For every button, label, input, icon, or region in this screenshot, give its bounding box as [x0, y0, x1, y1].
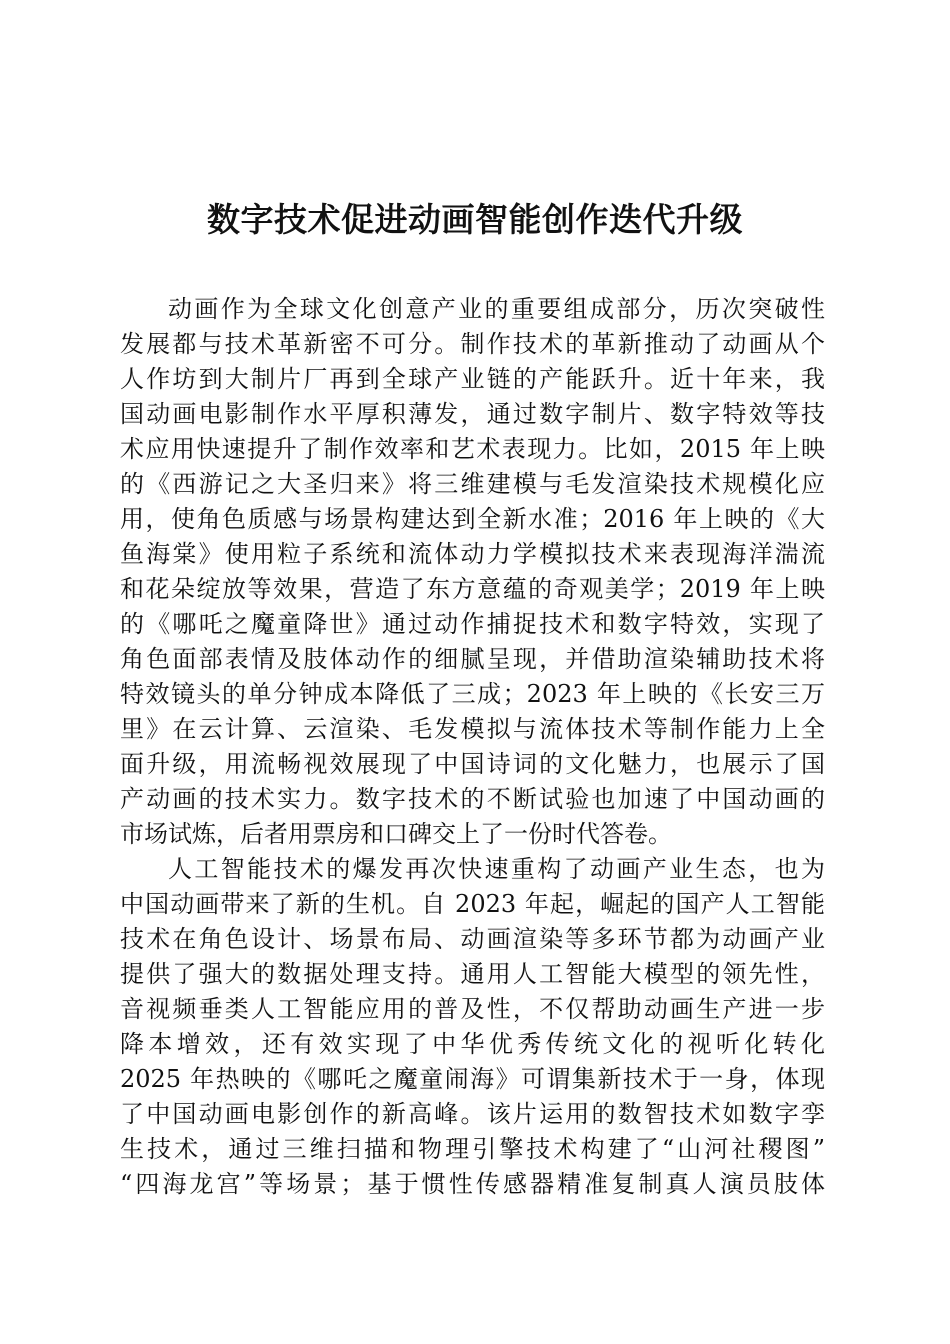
text-line: 生技术，通过三维扫描和物理引擎技术构建了“山河社稷图” [120, 1135, 825, 1163]
text-line: 人作坊到大制片厂再到全球产业链的产能跃升。近十年来，我 [120, 365, 825, 393]
paragraph-1 [120, 292, 825, 852]
text-line: 里》在云计算、云渲染、毛发模拟与流体技术等制作能力上全 [120, 715, 825, 743]
text-line: 术应用快速提升了制作效率和艺术表现力。比如，2015 年上映 [120, 435, 825, 463]
text-line: 音视频垂类人工智能应用的普及性，不仅帮助动画生产进一步 [120, 995, 825, 1023]
text-line: 产动画的技术实力。数字技术的不断试验也加速了中国动画的 [120, 785, 825, 813]
text-line: 人工智能技术的爆发再次快速重构了动画产业生态，也为 [168, 855, 825, 883]
text-line: 角色面部表情及肢体动作的细腻呈现，并借助渲染辅助技术将 [120, 645, 825, 673]
text-line: 国动画电影制作水平厚积薄发，通过数字制片、数字特效等技 [120, 400, 825, 428]
text-line: 用，使角色质感与场景构建达到全新水准；2016 年上映的《大 [120, 505, 825, 533]
document-title: 数字技术促进动画智能创作迭代升级 [207, 200, 743, 239]
text-line: 面升级，用流畅视效展现了中国诗词的文化魅力，也展示了国 [120, 750, 825, 778]
text-line: 2025 年热映的《哪吒之魔童闹海》可谓集新技术于一身，体现 [120, 1065, 825, 1093]
text-line: 了中国动画电影创作的新高峰。该片运用的数智技术如数字孪 [120, 1100, 825, 1128]
paragraph-2 [120, 852, 825, 1202]
text-line: 动画作为全球文化创意产业的重要组成部分，历次突破性 [168, 295, 825, 323]
text-line: 的《哪吒之魔童降世》通过动作捕捉技术和数字特效，实现了 [120, 610, 825, 638]
text-line: 技术在角色设计、场景布局、动画渲染等多环节都为动画产业 [120, 925, 825, 953]
text-line: 鱼海棠》使用粒子系统和流体动力学模拟技术来表现海洋湍流 [120, 540, 825, 568]
text-line: 市场试炼，后者用票房和口碑交上了一份时代答卷。 [120, 820, 672, 848]
text-line: “四海龙宫”等场景；基于惯性传感器精准复制真人演员肢体 [120, 1170, 825, 1198]
text-line: 和花朵绽放等效果，营造了东方意蕴的奇观美学；2019 年上映 [120, 575, 825, 603]
text-line: 的《西游记之大圣归来》将三维建模与毛发渲染技术规模化应 [120, 470, 825, 498]
text-line: 中国动画带来了新的生机。自 2023 年起，崛起的国产人工智能 [120, 890, 825, 918]
text-line: 提供了强大的数据处理支持。通用人工智能大模型的领先性， [120, 960, 825, 988]
text-line: 发展都与技术革新密不可分。制作技术的革新推动了动画从个 [120, 330, 825, 358]
document-body [120, 292, 825, 1202]
text-line: 特效镜头的单分钟成本降低了三成；2023 年上映的《长安三万 [120, 680, 825, 708]
text-line: 降本增效，还有效实现了中华优秀传统文化的视听化转化 [120, 1030, 825, 1058]
